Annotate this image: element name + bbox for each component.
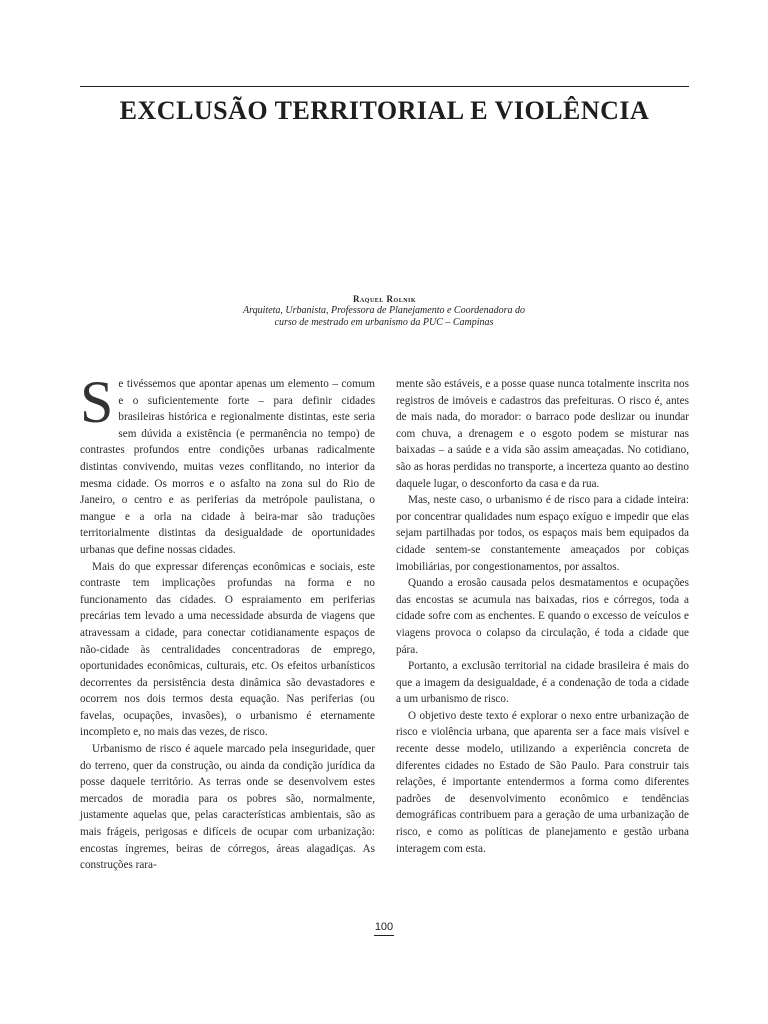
author-name: Raquel Rolnik <box>352 294 417 304</box>
paragraph-6: Quando a erosão causada pelos desmatamentos e ocupações das encostas se acumula nas baixadas, rios e córregos, toda a cidade sofre com as enchentes. E quando o excesso de veículos e viagens provoca o colapso da circulação, é toda a cidade que pára. <box>396 577 689 656</box>
page-number: 100 <box>374 921 394 933</box>
paragraph-2: Mais do que expressar diferenças econômicas e sociais, este contraste tem implicações profundas na forma e no funcionamento das cidades. O espraiamento em periferias precárias tem levado a uma necessidade absurda de viagens que atravessam a cidade, para conectar cotidianamente espaços de não-cidade às centralidades concentradoras de emprego, oportunidades econômicas, culturais, etc. Os efeitos urbanísticos decorrentes da persistência desta dinâmica são devastadores e ocorrem nos dois termos desta equação. Nas periferias (ou favelas, ocupações, invasões), o urbanismo é eternamente incompleto e, no mais das vezes, de risco. <box>80 560 375 739</box>
drop-cap: S <box>80 369 114 435</box>
left-column <box>80 369 375 874</box>
paragraph-4: mente são estáveis, e a posse quase nunca totalmente inscrita nos registros de imóveis e cadastros das prefeituras. O risco é, antes de mais nada, do morador: o barraco pode deslizar ou inundar com chuva, a drenagem e o esgoto podem se misturar nas baixadas – a saúde e a vida são assim ameaçadas. No cotidiano, são as horas perdidas no transporte, a incerteza quanto ao destino daquele lugar, o desconforto da casa e da rua. <box>396 378 689 490</box>
paragraph-5: Mas, neste caso, o urbanismo é de risco para a cidade inteira: por concentrar qualidades num espaço exíguo e impedir que elas sejam partilhadas por todos, os espaços mais bem equipados da cidade sentem-se constantemente ameaçados por cobiças imobiliárias, por congestionamentos, por assaltos. <box>396 494 689 573</box>
page-number-rule <box>374 935 394 936</box>
right-column <box>396 376 689 857</box>
author-affiliation <box>200 305 568 329</box>
paragraph-3: Urbanismo de risco é aquele marcado pela inseguridade, quer do terreno, quer da construção, ou ainda da condição jurídica da posse daquele território. As terras onde se desenvolvem estes mercados de moradia para os pobres são, normalmente, justamente aquelas que, pelas características ambientais, são as mais frágeis, perigosas e difíceis de ocupar com urbanização: encostas íngremes, beiras de córregos, áreas alagadiças. As construções rara- <box>80 743 375 872</box>
paragraph-1-text: e tivéssemos que apontar apenas um elemento – comum e o suficientemente forte – para definir cidades brasileiras histórica e regionalmente distintas, este seria sem dúvida a existência (e permanência no tempo) de contrastes profundos entre condições urbanas radicalmente distintas convivendo, muitas vezes conflitando, no interior da mesma cidade. Os morros e o asfalto na zona sul do Rio de Janeiro, o centro e as periferias da metrópole paulistana, o mangue e a orla na cidade à beira-mar são traduções territorialmente distintas da desigualdade de oportunidades urbanas que define nossas cidades. <box>80 378 375 556</box>
affiliation-line-2: curso de mestrado em urbanismo da PUC – Campinas <box>274 317 494 328</box>
paragraph-8: O objetivo deste texto é explorar o nexo entre urbanização de risco e violência urbana, que aparenta ser a face mais visível e recente desse modelo, utilizando a experiência concreta de diferentes cidades no Estado de São Paulo. Para construir tais relações, é importante entendermos a forma como diferentes padrões de desenvolvimento econômico e tendências demográficas contribuem para a geração de uma urbanização de risco, e como as políticas de planejamento e gestão urbana interagem com esta. <box>396 709 689 855</box>
affiliation-line-1: Arquiteta, Urbanista, Professora de Planejamento e Coordenadora do <box>243 305 525 316</box>
paragraph-1 <box>80 369 375 559</box>
top-rule <box>80 86 689 87</box>
paragraph-7: Portanto, a exclusão territorial na cidade brasileira é mais do que a imagem da desigualdade, é a condenação de toda a cidade a um urbanismo de risco. <box>396 660 689 706</box>
page-title: EXCLUSÃO TERRITORIAL E VIOLÊNCIA <box>119 96 650 125</box>
